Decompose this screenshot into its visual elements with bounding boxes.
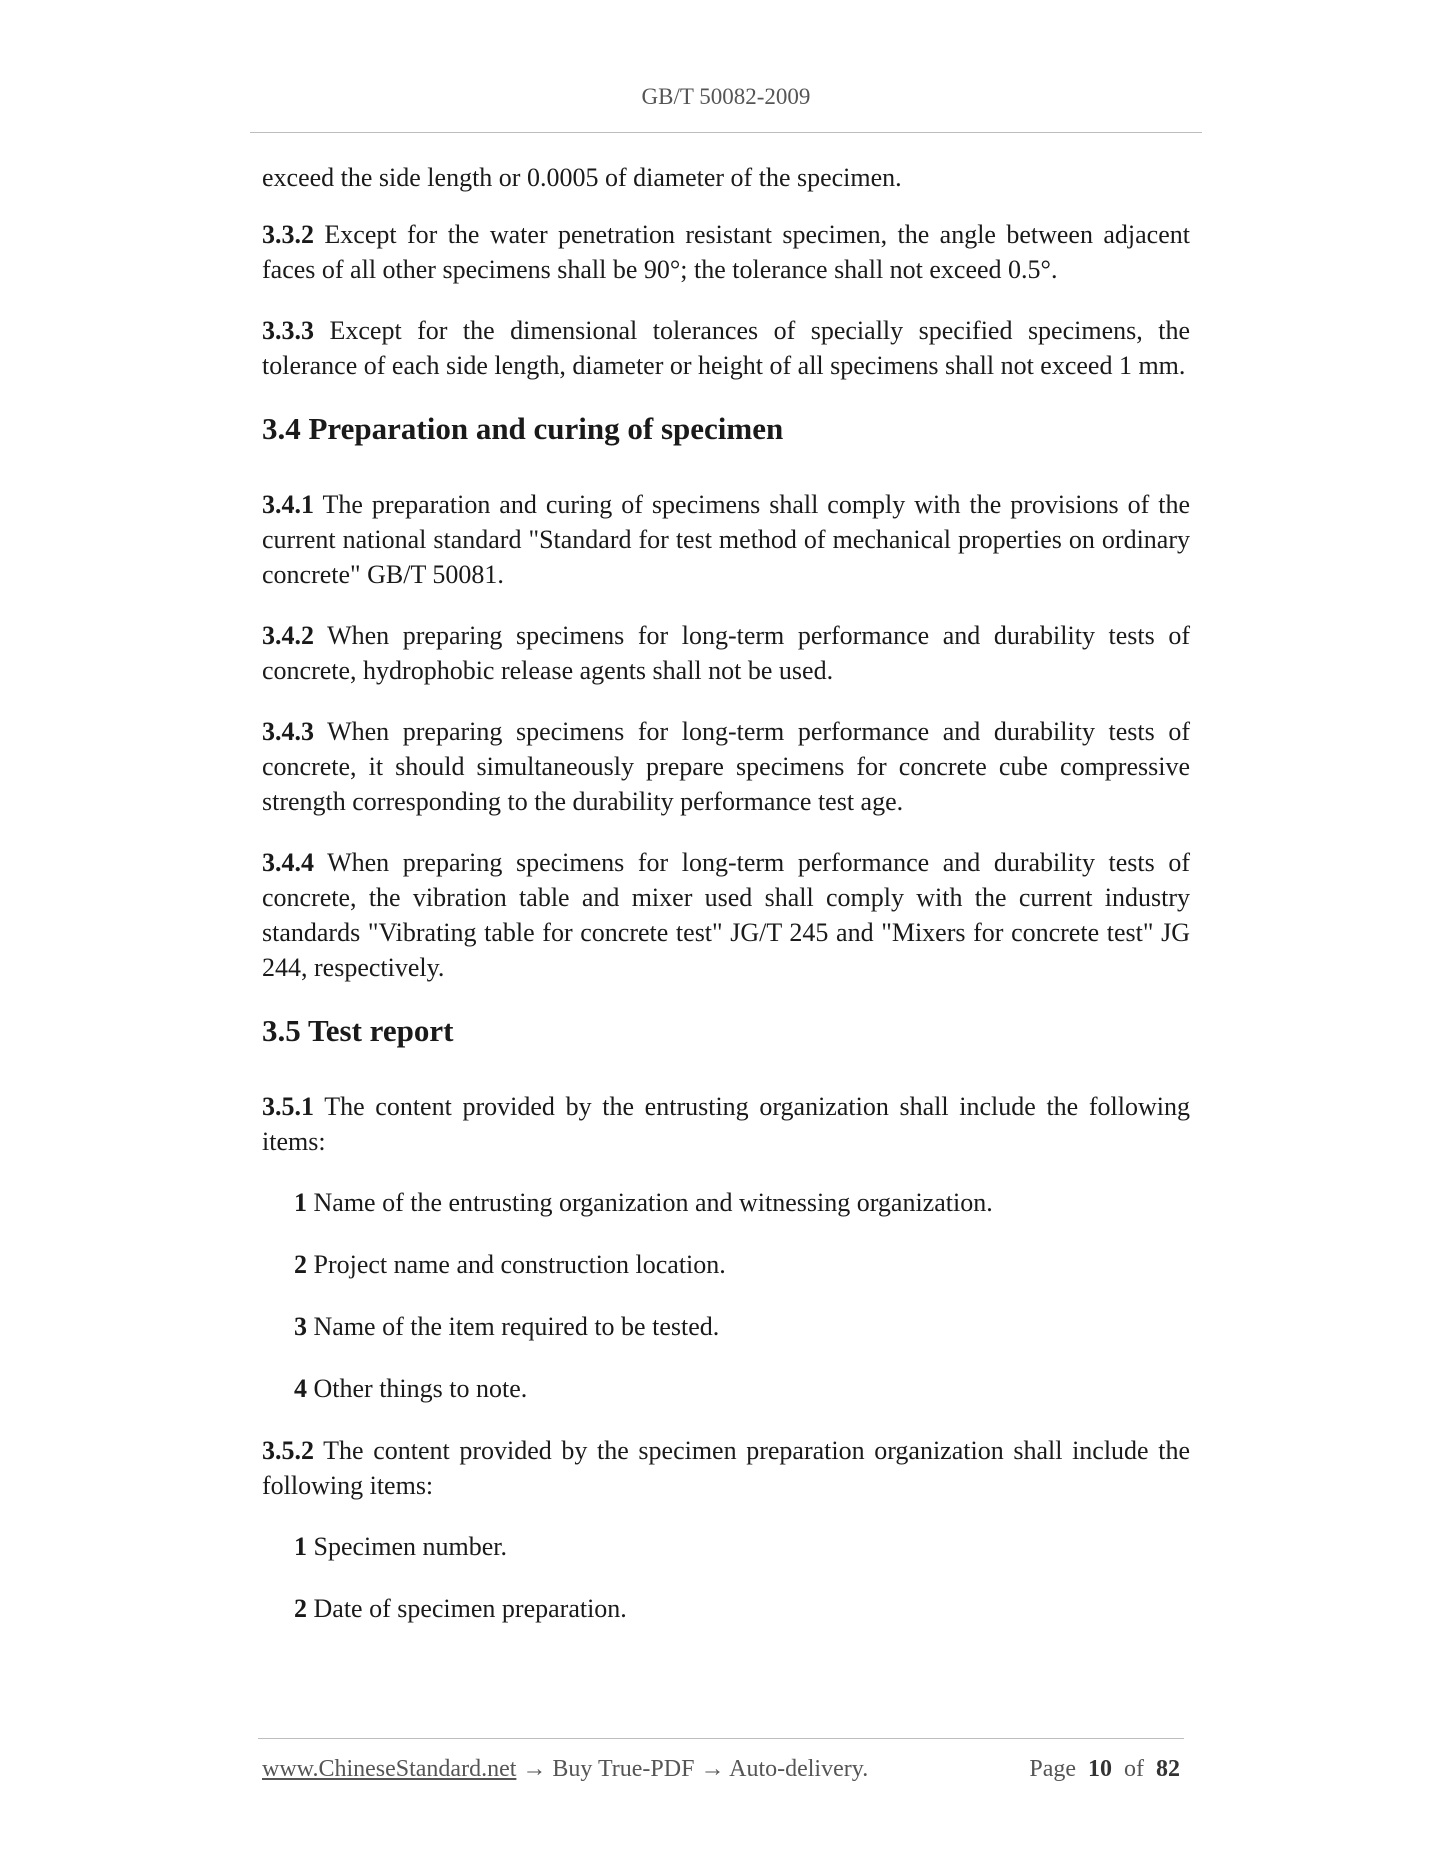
paragraph-3-3-2: 3.3.2 Except for the water penetration resistant specimen, the angle between adjacent faces of all other specimens shall be 90°; the tolerance shall not exceed 0.5°. bbox=[262, 220, 1190, 284]
list-item: 2 Project name and construction location. bbox=[294, 1250, 726, 1279]
paragraph-3-5-1: 3.5.1 The content provided by the entrusting organization shall include the following items: bbox=[262, 1092, 1190, 1156]
footer-divider bbox=[258, 1738, 1184, 1739]
paragraph-3-4-4: 3.4.4 When preparing specimens for long-term performance and durability tests of concrete, the vibration table and mixer used shall comply with the current industry standards "Vibrating table for concrete test" JG/T 245 and "Mixers for concrete test" JG 244, respectively. bbox=[262, 848, 1190, 982]
list-item: 1 Name of the entrusting organization and witnessing organization. bbox=[294, 1188, 993, 1217]
website-link[interactable]: www.ChineseStandard.net bbox=[262, 1756, 517, 1782]
paragraph-3-4-2: 3.4.2 When preparing specimens for long-term performance and durability tests of concrete, hydrophobic release agents shall not be used. bbox=[262, 621, 1190, 685]
list-item: 4 Other things to note. bbox=[294, 1374, 528, 1403]
page-header: GB/T 50082-2009 bbox=[641, 84, 811, 109]
page-footer bbox=[262, 1756, 1180, 1783]
section-heading-3-4: 3.4 Preparation and curing of specimen bbox=[262, 411, 784, 446]
paragraph-3-4-3: 3.4.3 When preparing specimens for long-term performance and durability tests of concrete, it should simultaneously prepare specimens for concrete cube compressive strength corresponding to the durability performance test age. bbox=[262, 717, 1190, 816]
page-body bbox=[262, 160, 1190, 1653]
page-number: Page 10 of 82 bbox=[1029, 1756, 1180, 1782]
paragraph-continuation: exceed the side length or 0.0005 of diameter of the specimen. bbox=[262, 163, 902, 192]
header-divider bbox=[250, 132, 1202, 133]
paragraph-3-5-2: 3.5.2 The content provided by the specimen preparation organization shall include the following items: bbox=[262, 1436, 1190, 1500]
list-item: 3 Name of the item required to be tested. bbox=[294, 1312, 720, 1341]
paragraph-3-4-1: 3.4.1 The preparation and curing of specimens shall comply with the provisions of the current national standard "Standard for test method of mechanical properties on ordinary concrete" GB/T 50081. bbox=[262, 490, 1190, 589]
list-item: 2 Date of specimen preparation. bbox=[294, 1594, 627, 1623]
footer-promo: www.ChineseStandard.net → Buy True-PDF → Auto-delivery. bbox=[262, 1756, 869, 1782]
section-heading-3-5: 3.5 Test report bbox=[262, 1013, 454, 1048]
paragraph-3-3-3: 3.3.3 Except for the dimensional tolerances of specially specified specimens, the tolerance of each side length, diameter or height of all specimens shall not exceed 1 mm. bbox=[262, 316, 1190, 380]
list-item: 1 Specimen number. bbox=[294, 1532, 508, 1561]
